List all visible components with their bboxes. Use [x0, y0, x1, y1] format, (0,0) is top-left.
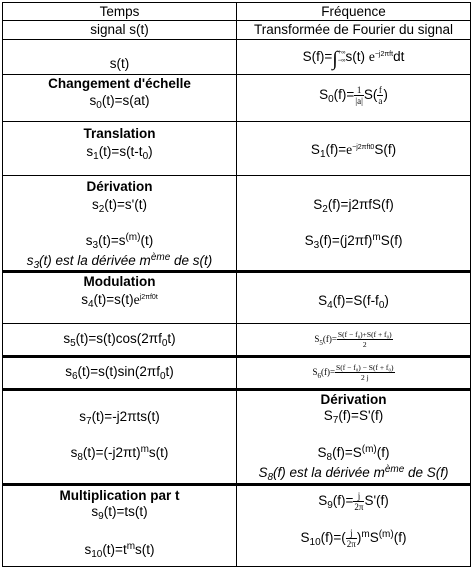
row-divider	[3, 175, 470, 176]
cosine-freq-formula: $S_5(f)=$ $\frac{\text{S(f − f₀)+S(f + f₀)}}{2}$	[314, 330, 392, 350]
row-divider	[3, 74, 470, 75]
multiplication-time-formula-2: $s_{10}(t)=t^ms(t)$	[84, 541, 155, 560]
base-time-formula: s(t)	[109, 56, 130, 71]
translation-time-formula: $s_1(t)=s(t-t_0)$	[86, 144, 153, 162]
multiplication-time-formula-1: $s_9(t)=ts(t)$	[91, 504, 148, 522]
scaling-title: Changement d'échelle	[48, 76, 191, 91]
derivation-time-formula-2: $s_3(t)=s^{(m)}(t)$	[85, 232, 154, 251]
row-divider	[3, 39, 470, 40]
multiplication-title: Multiplication par t	[59, 488, 180, 503]
row-divider	[3, 20, 470, 21]
derivation-freq-formula-2: $S_3(f)=(j2\pi f)^mS(f)$	[304, 232, 403, 251]
subheader-frequency: Transformée de Fourier du signal	[253, 22, 454, 37]
modulation-title: Modulation	[83, 274, 156, 289]
freq-derivation-freq-formula-2: $S_8(f)=S^{(m)}(f)$	[317, 444, 390, 463]
scaling-freq-formula: $S_0(f)=$ $\frac{1}{|a|}$ S( $\frac{f}{a}$ )	[319, 84, 388, 106]
cosine-time-formula: $s_5(t)=s(t)\cos(2\pi f_0t)$	[63, 331, 176, 349]
row-divider	[3, 483, 470, 486]
subheader-time: signal s(t)	[90, 22, 149, 37]
derivation-freq-formula-1: $S_2(f)=j2\pi fS(f)$	[313, 197, 394, 215]
freq-derivation-time-formula-2: $s_8(t)=(-j2\pi t)^ms(t)$	[70, 444, 169, 463]
row-divider	[3, 270, 470, 273]
integral-sign: ∫	[332, 48, 338, 70]
row-divider	[3, 388, 470, 391]
row-divider	[3, 121, 470, 122]
fourier-integral-formula: S(f)=∫ +∞ −∞ s(t) $e^{-j2\pi ft}dt$	[302, 48, 405, 70]
freq-derivation-time-formula-1: $s_7(t)=-j2\pi ts(t)$	[79, 409, 160, 427]
freq-derivation-freq-formula-1: $S_7(f)=S'(f)$	[323, 408, 384, 426]
sine-time-formula: $s_6(t)=s(t)\sin(2\pi f_0t)$	[65, 364, 174, 382]
header-time: Temps	[99, 4, 140, 19]
row-divider	[3, 323, 470, 324]
multiplication-freq-formula-2: $S_{10}(f)=$( $\frac{j}{2\pi}$ )$^mS^{(m)}(f)$	[300, 527, 407, 549]
scaling-time-formula: $s_0(t)=s(at)$	[89, 93, 150, 111]
header-frequency: Fréquence	[321, 4, 386, 19]
modulation-freq-formula: $S_4(f)=S(f-f_0)$	[318, 293, 389, 311]
derivation-note: $s_3(t)$ est la dérivée $m^{ème}$ de s(t)	[26, 252, 213, 271]
translation-freq-formula: $S_1(f)=e^{-j2\pi ft0}S(f)$	[310, 142, 397, 160]
freq-derivation-note: $S_8(f)$ est la dérivée $m^{ème}$ de S(f)	[258, 464, 449, 483]
modulation-time-formula: $s_4(t)=s(t)e^{j2\pi f0t}$	[81, 292, 158, 310]
fourier-properties-table	[2, 2, 471, 567]
freq-derivation-title: Dérivation	[320, 392, 387, 407]
multiplication-freq-formula-1: $S_9(f)=$ $\frac{j}{2\pi}$ S'(f)	[318, 490, 389, 512]
translation-title: Translation	[83, 126, 156, 141]
sine-freq-formula: $S_6(f)=$ $\frac{\text{S(f − f₀) − S(f + f₀)}}{2 j}$	[312, 363, 394, 383]
derivation-title: Dérivation	[86, 179, 153, 194]
derivation-time-formula-1: $s_2(t)=s'(t)$	[91, 197, 147, 215]
